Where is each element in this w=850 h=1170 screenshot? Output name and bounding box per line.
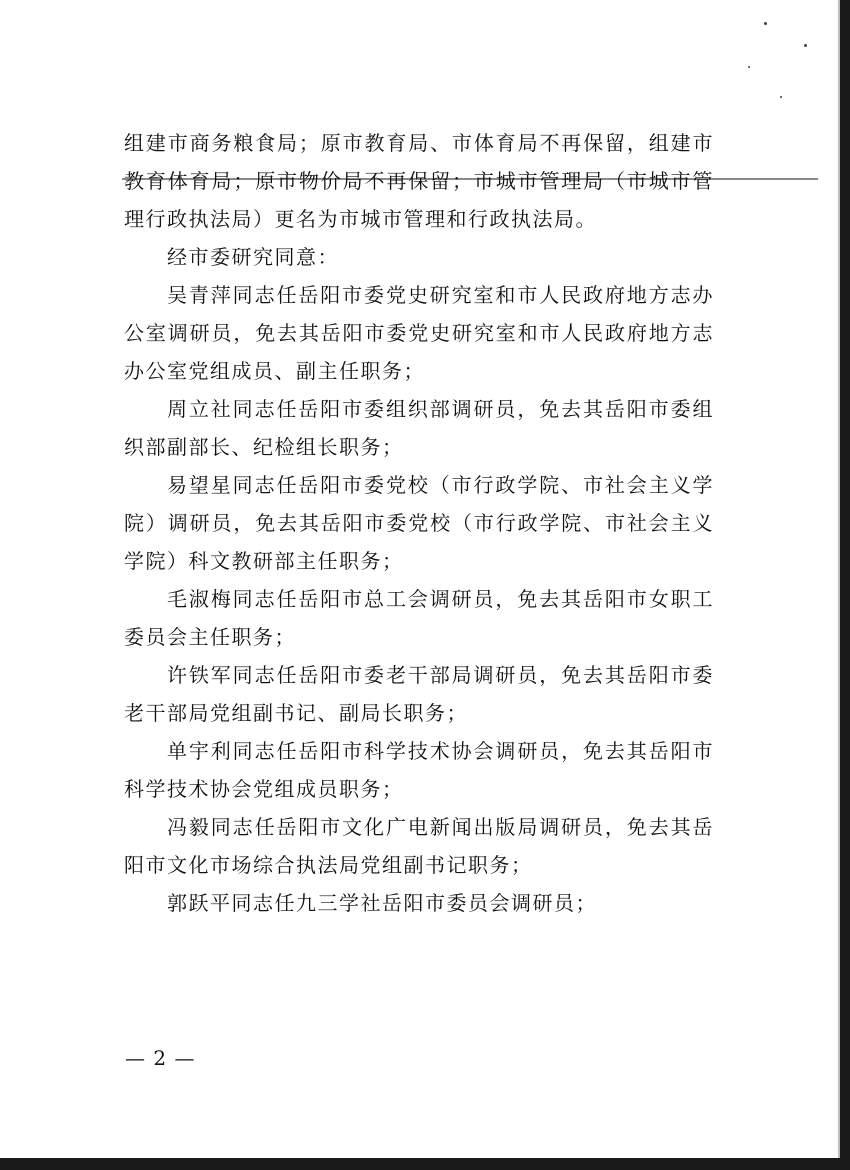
paragraph: 单宇利同志任岳阳市科学技术协会调研员，免去其岳阳市科学技术协会党组成员职务；	[124, 739, 714, 801]
scan-speck	[780, 96, 782, 98]
page-number: — 2 —	[125, 1046, 196, 1070]
paragraph: 易望星同志任岳阳市委党校（市行政学院、市社会主义学院）调研员，免去其岳阳市委党校（市行政学院、市社会主义学院）科文教研部主任职务；	[124, 473, 714, 573]
paragraph: 郭跃平同志任九三学社岳阳市委员会调研员；	[167, 891, 597, 915]
paragraph: 周立社同志任岳阳市委组织部调研员，免去其岳阳市委组织部副部长、纪检组长职务；	[124, 397, 714, 459]
paragraph: 组建市商务粮食局；原市教育局、市体育局不再保留，组建市教育体育局；原市物价局不再保留；市城市管理局（市城市管理行政执法局）更名为市城市管理和行政执法局。	[124, 131, 714, 231]
scan-speck	[764, 22, 767, 25]
scan-speck	[748, 66, 750, 68]
paragraph: 吴青萍同志任岳阳市委党史研究室和市人民政府地方志办公室调研员，免去其岳阳市委党史研究室和市人民政府地方志办公室党组成员、副主任职务；	[124, 283, 714, 383]
paragraph: 许铁军同志任岳阳市委老干部局调研员，免去其岳阳市委老干部局党组副书记、副局长职务；	[124, 663, 714, 725]
paragraph: 经市委研究同意：	[167, 245, 339, 269]
scan-speck	[804, 44, 807, 47]
document-body	[124, 124, 714, 922]
paragraph: 毛淑梅同志任岳阳市总工会调研员，免去其岳阳市女职工委员会主任职务；	[124, 587, 714, 649]
paragraph: 冯毅同志任岳阳市文化广电新闻出版局调研员，免去其岳阳市文化市场综合执法局党组副书记职务；	[124, 815, 714, 877]
